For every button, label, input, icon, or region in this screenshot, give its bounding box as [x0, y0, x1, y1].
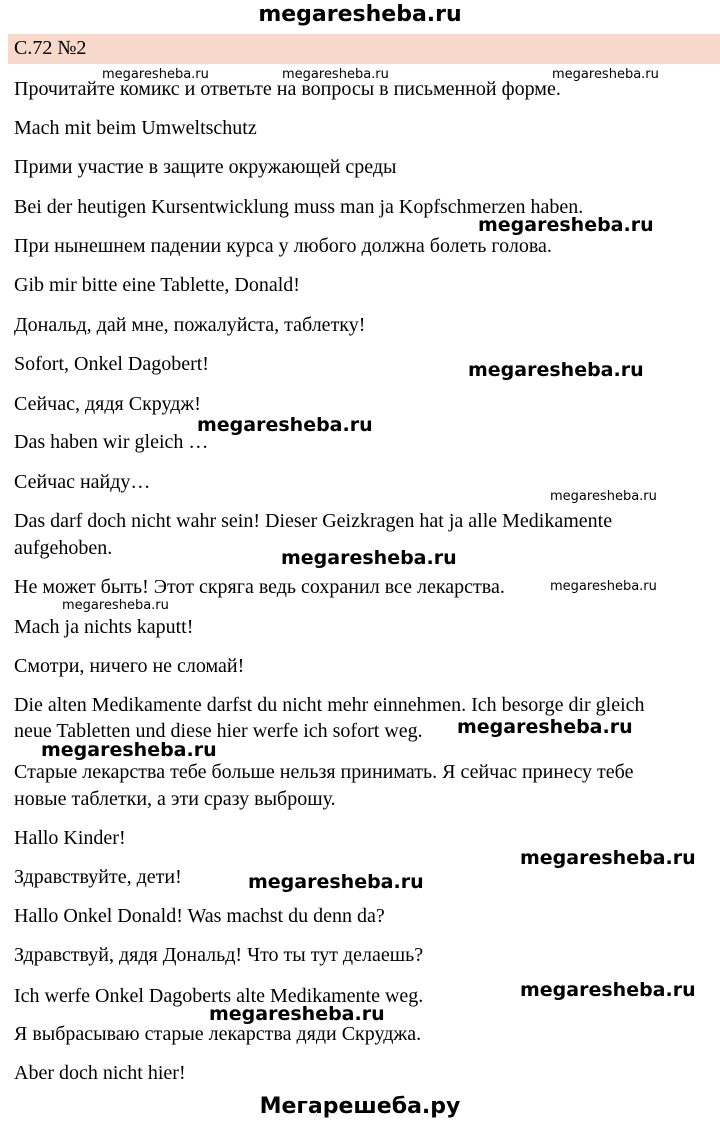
text-line: Здравствуйте, дети! — [14, 866, 182, 888]
text-line: Sofort, Onkel Dagobert! — [14, 353, 209, 375]
watermark: megaresheba.ru — [282, 67, 389, 82]
text-line: neue Tabletten und diese hier werfe ich sofort weg. — [14, 720, 423, 742]
watermark: megaresheba.ru — [62, 598, 169, 613]
text-line: Сейчас, дядя Скрудж! — [14, 393, 201, 415]
site-footer: Мегарешеба.ру — [259, 1094, 461, 1119]
text-line: Hallo Onkel Donald! Was machst du denn da? — [14, 905, 385, 927]
watermark: megaresheba.ru — [520, 979, 696, 1001]
text-line: Gib mir bitte eine Tablette, Donald! — [14, 274, 300, 296]
text-line: Не может быть! Этот скряга ведь сохранил все лекарства. — [14, 576, 505, 598]
text-line: Здравствуй, дядя Дональд! Что ты тут делаешь? — [14, 944, 424, 966]
text-line: Das haben wir gleich … — [14, 431, 209, 453]
watermark: megaresheba.ru — [457, 716, 633, 738]
text-line: Die alten Medikamente darfst du nicht mehr einnehmen. Ich besorge dir gleich — [14, 694, 645, 716]
text-line: aufgehoben. — [14, 537, 113, 559]
watermark: megaresheba.ru — [41, 739, 217, 761]
watermark: megaresheba.ru — [520, 847, 696, 869]
text-line: Я выбрасываю старые лекарства дяди Скруджа. — [14, 1023, 422, 1045]
watermark: megaresheba.ru — [197, 414, 373, 436]
text-line: При нынешнем падении курса у любого должна болеть голова. — [14, 235, 552, 257]
watermark: megaresheba.ru — [248, 871, 424, 893]
text-line: Hallo Kinder! — [14, 827, 126, 849]
page-ref: С.72 №2 — [14, 37, 87, 59]
text-line: новые таблетки, а эти сразу выброшу. — [14, 788, 336, 810]
text-line: Сейчас найду… — [14, 471, 151, 493]
site-header: megaresheba.ru — [258, 2, 462, 27]
text-line: Смотри, ничего не сломай! — [14, 655, 245, 677]
text-line: Старые лекарства тебе больше нельзя принимать. Я сейчас принесу тебе — [14, 761, 634, 783]
watermark: megaresheba.ru — [552, 67, 659, 82]
text-line: Mach ja nichts kaputt! — [14, 616, 194, 638]
page-ref-bar — [8, 34, 720, 64]
text-line: Ich werfe Onkel Dagoberts alte Medikamente weg. — [14, 985, 424, 1007]
text-line: Bei der heutigen Kursentwicklung muss man ja Kopfschmerzen haben. — [14, 196, 584, 218]
watermark: megaresheba.ru — [478, 214, 654, 236]
text-line: Прочитайте комикс и ответьте на вопросы в письменной форме. — [14, 78, 561, 100]
text-line: Mach mit beim Umweltschutz — [14, 117, 257, 139]
watermark: megaresheba.ru — [281, 547, 457, 569]
watermark: megaresheba.ru — [102, 67, 209, 82]
watermark: megaresheba.ru — [550, 489, 657, 504]
watermark: megaresheba.ru — [550, 579, 657, 594]
text-line: Прими участие в защите окружающей среды — [14, 156, 397, 178]
text-line: Das darf doch nicht wahr sein! Dieser Geizkragen hat ja alle Medikamente — [14, 510, 613, 532]
watermark: megaresheba.ru — [468, 359, 644, 381]
text-line: Дональд, дай мне, пожалуйста, таблетку! — [14, 314, 366, 336]
watermark: megaresheba.ru — [209, 1003, 385, 1025]
text-line: Aber doch nicht hier! — [14, 1062, 186, 1084]
